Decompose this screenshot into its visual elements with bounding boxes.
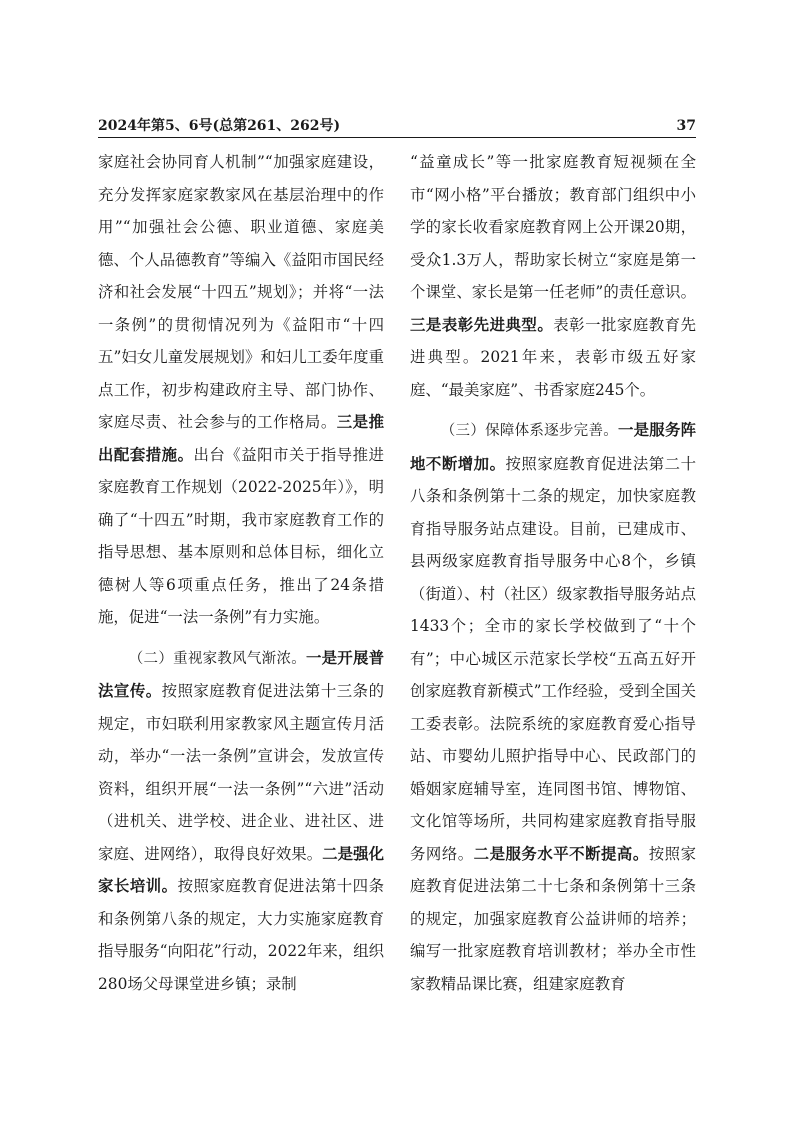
left-column	[98, 146, 384, 1000]
page-number: 37	[676, 118, 696, 134]
paragraph	[410, 146, 696, 406]
body-text: 家庭社会协同育人机制”“加强家庭建设，充分发挥家庭家教家风在基层治理中的作用”“加强社会公德、职业道德、家庭美德、个人品德教育”等编入《益阳市国民经济和社会发展“十四五”规划》；并将“一法一条例”的贯彻情况列为《益阳市“十四五”妇女儿童发展规划》和妇儿工委年度重点工作，初步构建政府主导、部门协作、家庭尽责、社会参与的工作格局。	[98, 153, 384, 431]
running-header	[98, 117, 696, 137]
bold-lead: 一是服务阵地不断增加。	[410, 421, 696, 473]
header-rule	[98, 137, 696, 138]
bold-lead: 三是表彰先进典型。	[410, 315, 554, 334]
right-column	[410, 146, 696, 1000]
body-text: 按照家庭教育促进法第二十八条和条例第十二条的规定，加快家庭教育指导服务站点建设。目前，已建成市、县两级家庭教育指导服务中心8个，乡镇（街道）、村（社区）级家教指导服务站点1433个；全市的家长学校做到了“十个有”；中心城区示范家长学校“五高五好开创家庭教育新模式”工作经验，受到全国关工委表彰。法院系统的家庭教育爱心指导站、市婴幼儿照护指导中心、民政部门的婚姻家庭辅导室，连同图书馆、博物馆、文化馆等场所，共同构建家庭教育指导服务网络。	[410, 454, 696, 863]
body-text: 按照家庭教育促进法第十四条和条例第八条的规定，大力实施家庭教育指导服务“向阳花”行动，2022年来，组织280场父母课堂进乡镇；录制	[98, 877, 384, 993]
paragraph	[98, 642, 384, 1001]
paragraph	[98, 146, 384, 634]
body-text: 表彰一批家庭教育先进典型。2021年来，表彰市级五好家庭、“最美家庭”、书香家庭245个。	[410, 315, 696, 399]
issue-label: 2024年第5、6号(总第261、262号)	[98, 118, 341, 134]
bold-lead: 二是服务水平不断提高。	[473, 844, 649, 863]
bold-lead: 三是推出配套措施。	[98, 413, 384, 464]
section-heading: （三）保障体系逐步完善。	[440, 423, 618, 439]
bold-lead: 一是开展普法宣传。	[98, 648, 384, 700]
section-heading: （二）重视家教风气渐浓。	[128, 650, 306, 667]
body-text: “益童成长”等一批家庭教育短视频在全市“网小格”平台播放；教育部门组织中小学的家长收看家庭教育网上公开课20期，受众1.3万人，帮助家长树立“家庭是第一个课堂、家长是第一任老师”的责任意识。	[410, 153, 696, 301]
body-text: 出台《益阳市关于指导推进家庭教育工作规划（2022-2025年）》，明确了“十四五”时期，我市家庭教育工作的指导思想、基本原则和总体目标，细化立德树人等6项重点任务，推出了24条措施，促进“一法一条例”有力实施。	[98, 445, 384, 626]
body-text: 按照家庭教育促进法第二十七条和条例第十三条的规定，加强家庭教育公益讲师的培养；编写一批家庭教育培训教材；举办全市性家教精品课比赛，组建家庭教育	[410, 844, 696, 993]
bold-lead: 二是强化家长培训。	[98, 844, 384, 895]
paragraph	[410, 414, 696, 1000]
body-text: 按照家庭教育促进法第十三条的规定，市妇联利用家教家风主题宣传月活动，举办“一法一条例”宣讲会，发放宣传资料，组织开展“一法一条例”“六进”活动（进机关、进学校、进企业、进社区、进家庭、进网络），取得良好效果。	[98, 682, 384, 863]
